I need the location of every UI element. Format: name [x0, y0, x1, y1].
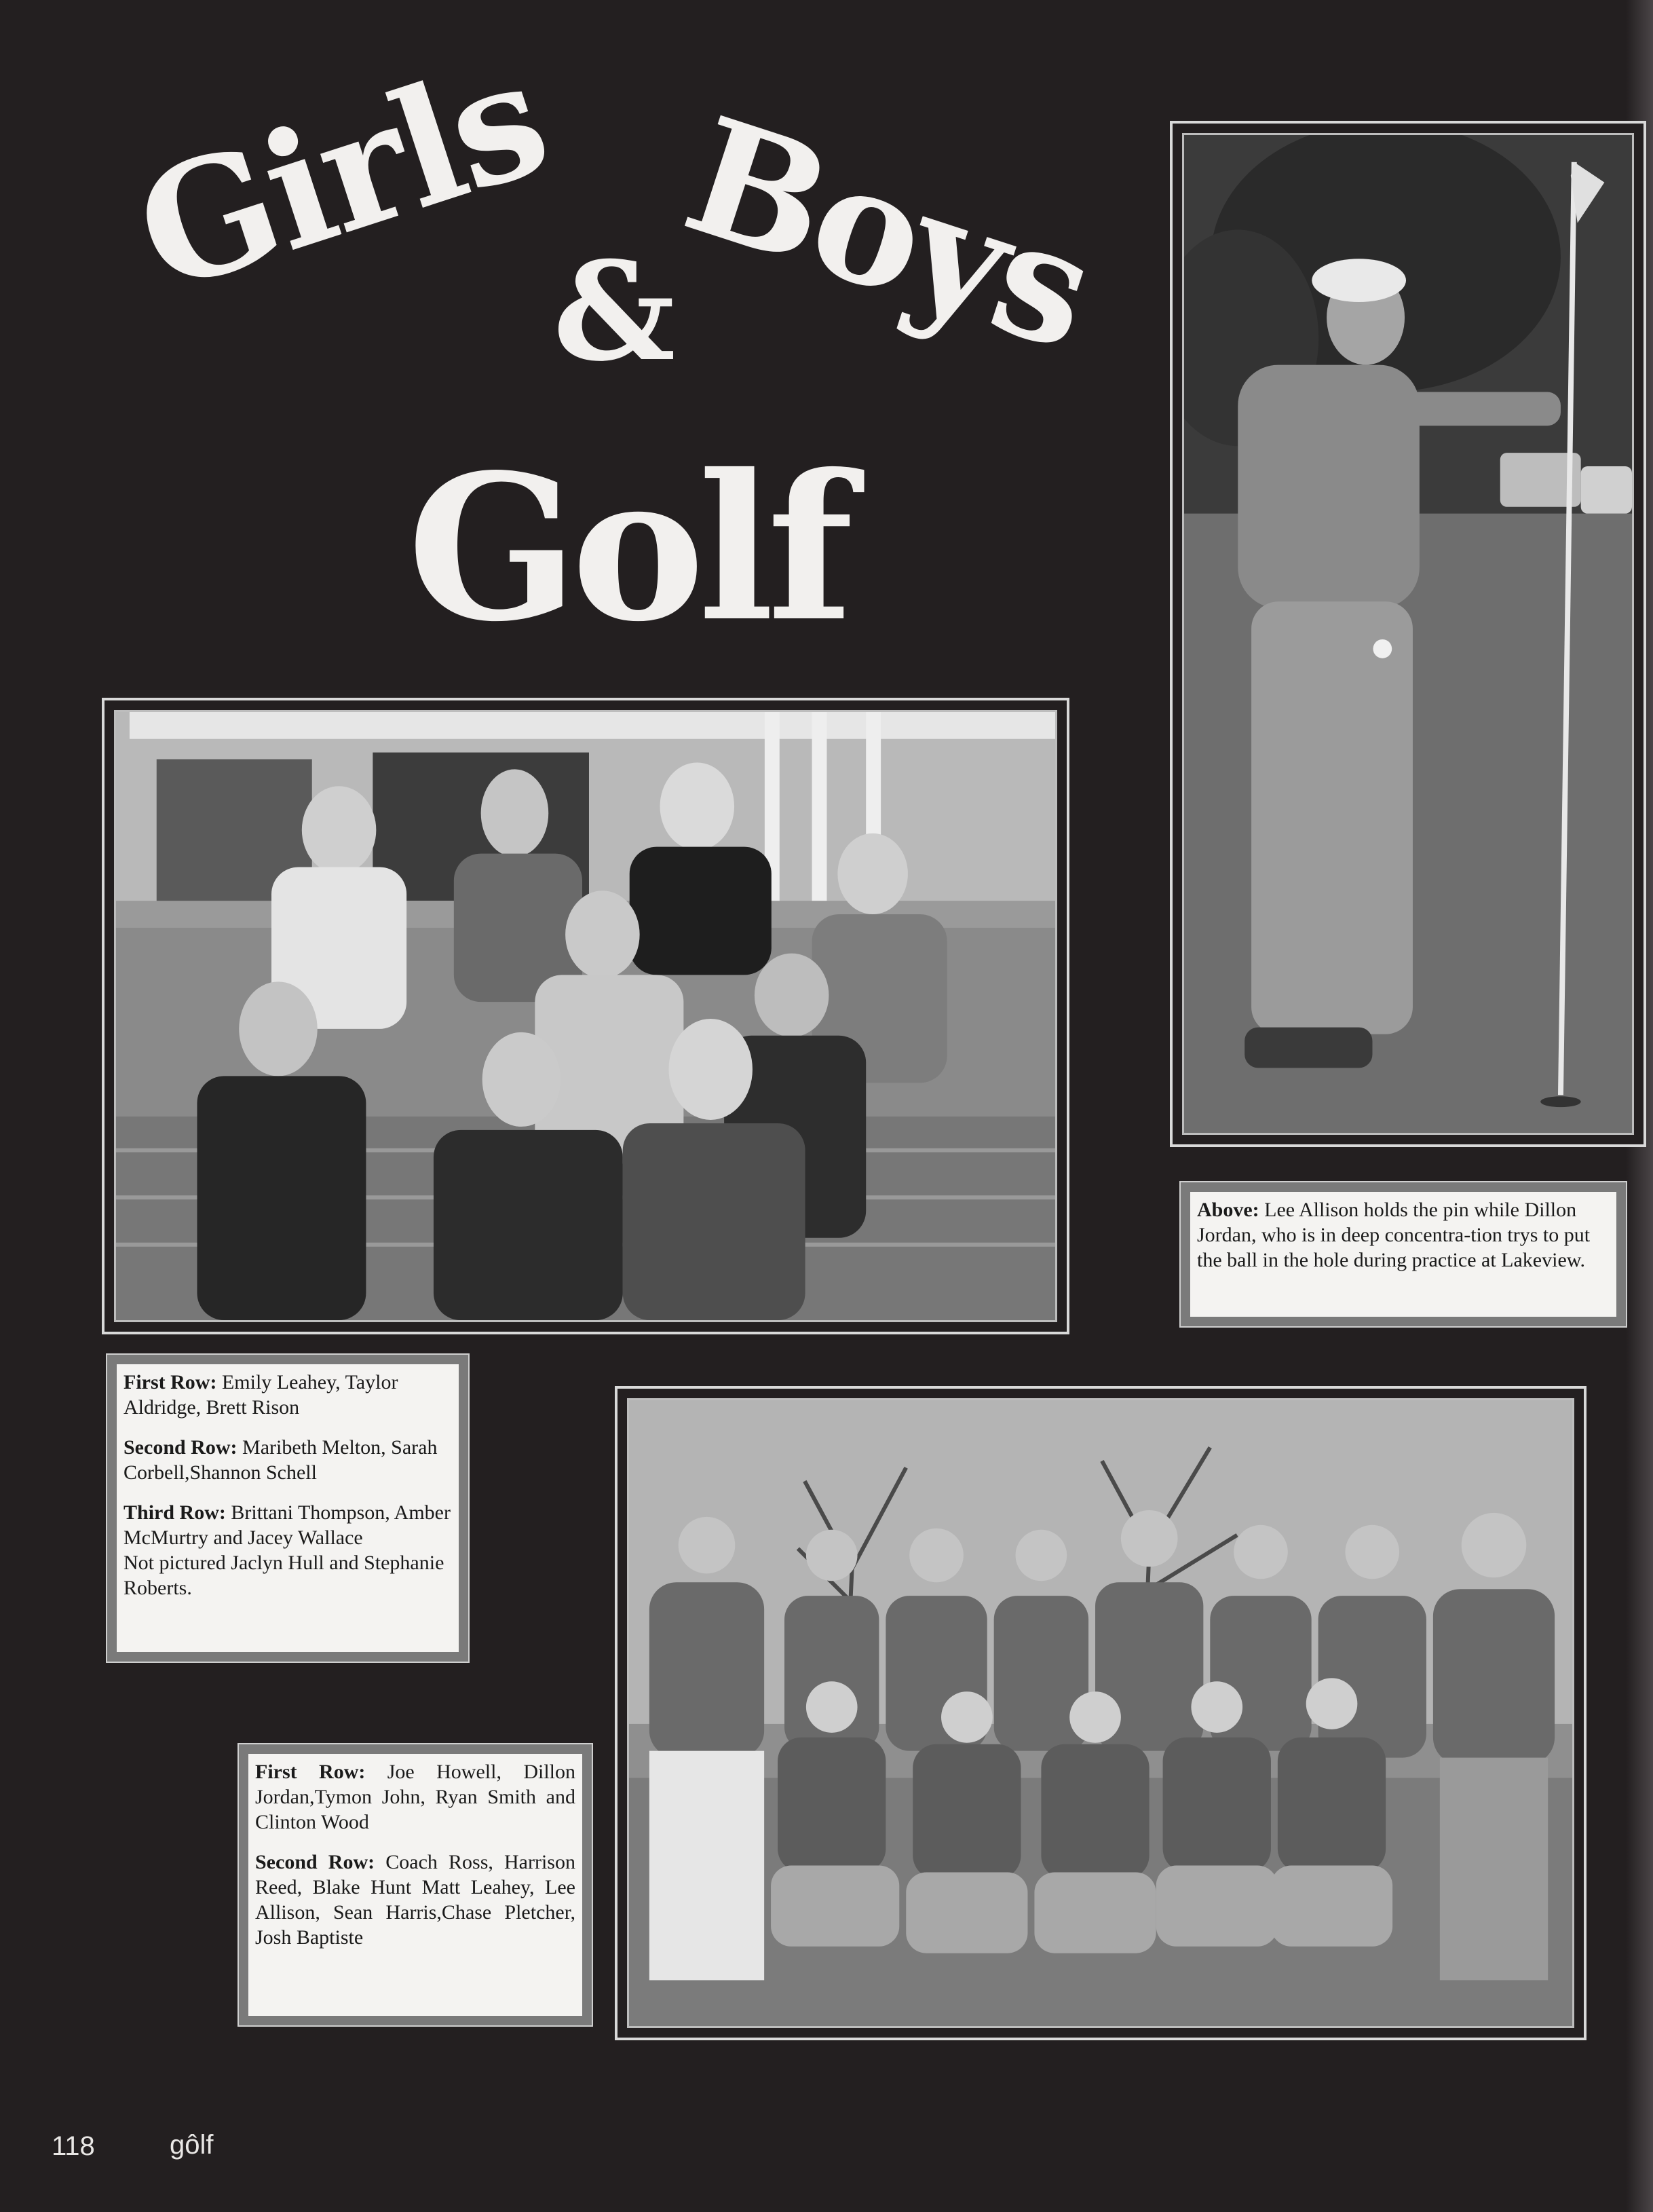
- caption-boys-row2-label: Second Row:: [255, 1851, 375, 1873]
- caption-above-label: Above:: [1197, 1199, 1259, 1221]
- caption-girls: [107, 1355, 468, 1662]
- caption-girls-row2: [124, 1435, 452, 1485]
- caption-girls-row1-text: Emily Leahey, Taylor Aldridge, Brett Rison: [124, 1371, 398, 1419]
- caption-boys: [239, 1744, 592, 2025]
- caption-girls-row2-label: Second Row:: [124, 1436, 238, 1459]
- girls-team-photo-frame: [102, 698, 1069, 1334]
- putting-photo-frame: [1170, 121, 1646, 1147]
- title-ampersand: &: [553, 232, 672, 392]
- page-number: 118: [52, 2131, 95, 2161]
- title-boys: Boys: [666, 81, 1112, 386]
- section-name: gôlf: [170, 2130, 214, 2160]
- caption-boys-row2: [255, 1850, 575, 1950]
- caption-girls-row2-text: Maribeth Melton, Sarah Corbell,Shannon Schell: [124, 1436, 438, 1484]
- golfer-holding-pin-image: [1184, 135, 1632, 1133]
- girls-team-photo-image: [116, 712, 1055, 1320]
- caption-girls-not-pictured: Not pictured Jaclyn Hull and Stephanie Roberts.: [124, 1552, 444, 1599]
- caption-boys-row1-text: Joe Howell, Dillon Jordan,Tymon John, Ryan Smith and Clinton Wood: [255, 1761, 575, 1833]
- caption-above: [1181, 1182, 1626, 1326]
- caption-boys-row1-label: First Row:: [255, 1761, 366, 1783]
- caption-boys-row1: [255, 1759, 575, 1835]
- title-golf: Golf: [407, 430, 847, 666]
- boys-team-photo-image: [629, 1400, 1572, 2026]
- girls-team-photo: [114, 710, 1057, 1322]
- title-girls: Girls: [115, 23, 565, 329]
- caption-boys-row2-text: Coach Ross, Harrison Reed, Blake Hunt Matt Leahey, Lee Allison, Sean Harris,Chase Pletcher, Josh Baptiste: [255, 1851, 575, 1949]
- caption-girls-row3: [124, 1500, 452, 1600]
- caption-girls-row3-text: Brittani Thompson, Amber McMurtry and Jacey Wallace: [124, 1501, 451, 1549]
- boys-team-photo: [627, 1398, 1574, 2028]
- caption-girls-row1-label: First Row:: [124, 1371, 217, 1393]
- golfer-holding-pin-photo: [1182, 133, 1634, 1135]
- caption-girls-row1: [124, 1370, 452, 1420]
- caption-above-text: Lee Allison holds the pin while Dillon Jordan, who is in deep concentra-tion trys to put the ball in the hole during practice at Lakeview.: [1197, 1199, 1591, 1271]
- boys-team-photo-frame: [615, 1386, 1586, 2040]
- caption-girls-row3-label: Third Row:: [124, 1501, 226, 1524]
